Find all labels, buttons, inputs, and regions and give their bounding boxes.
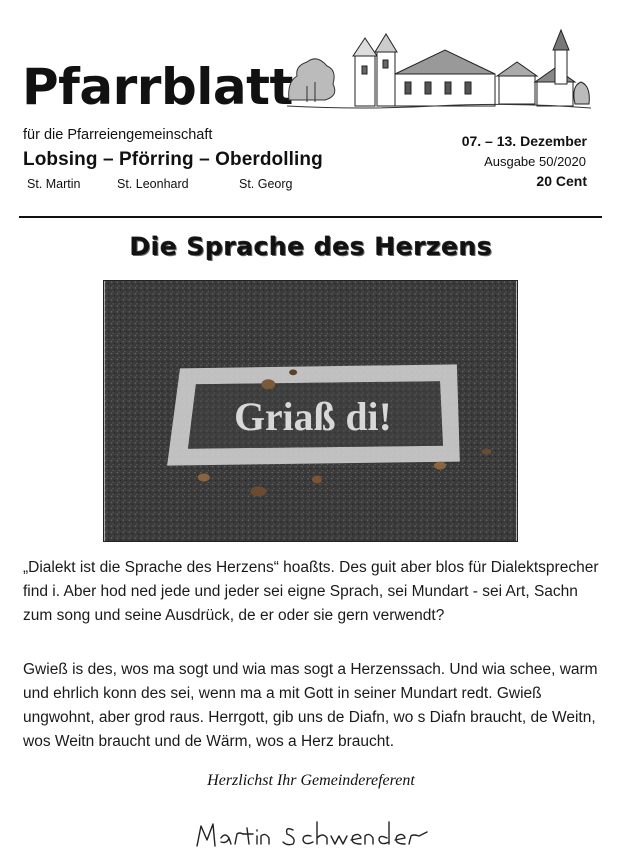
closing-line: Herzlichst Ihr Gemeindereferent <box>207 772 415 789</box>
photo-stencil-text: Griaß di! <box>234 394 392 439</box>
article-paragraph: Gwieß is des, wos ma sogt und wia mas sogt a Herzenssach. Und wia schee, warm und ehrlich konn des sei, wenn ma a mit Gott in seiner Mundart redt. Gwieß ungwohnt, aber grod raus. Herrgott, gib uns de Diafn, wo s Diafn braucht, de Weitn, wos Weitn braucht und de Wärm, wos a Herz braucht. <box>23 661 598 750</box>
header-rule <box>19 216 602 218</box>
church-illustration <box>285 26 593 112</box>
issue-price: 20 Cent <box>536 173 587 189</box>
saint-label-oberdolling: St. Georg <box>239 177 293 191</box>
saint-label-pfoerring: St. Leonhard <box>117 177 189 191</box>
article-photo <box>103 280 518 542</box>
article-headline: Die Sprache des Herzens <box>129 232 493 261</box>
handwritten-signature <box>193 808 433 856</box>
masthead-title: Pfarrblatt <box>22 58 293 116</box>
masthead-subtitle: für die Pfarreiengemeinschaft <box>23 127 213 143</box>
parish-towns: Lobsing – Pförring – Oberdolling <box>23 149 323 170</box>
issue-number: Ausgabe 50/2020 <box>484 154 586 169</box>
issue-dates: 07. – 13. Dezember <box>461 133 587 149</box>
saint-label-lobsing: St. Martin <box>27 177 81 191</box>
article-paragraph: „Dialekt ist die Sprache des Herzens“ hoaßts. Des guit aber blos für Dialektsprecher find i. Aber hod ned jede und jeder sei eigne Sprach, sei Mundart - sei Art, Sachn zum song und seine Ausdrück, de er oder sie gern verwendt? <box>23 559 599 624</box>
